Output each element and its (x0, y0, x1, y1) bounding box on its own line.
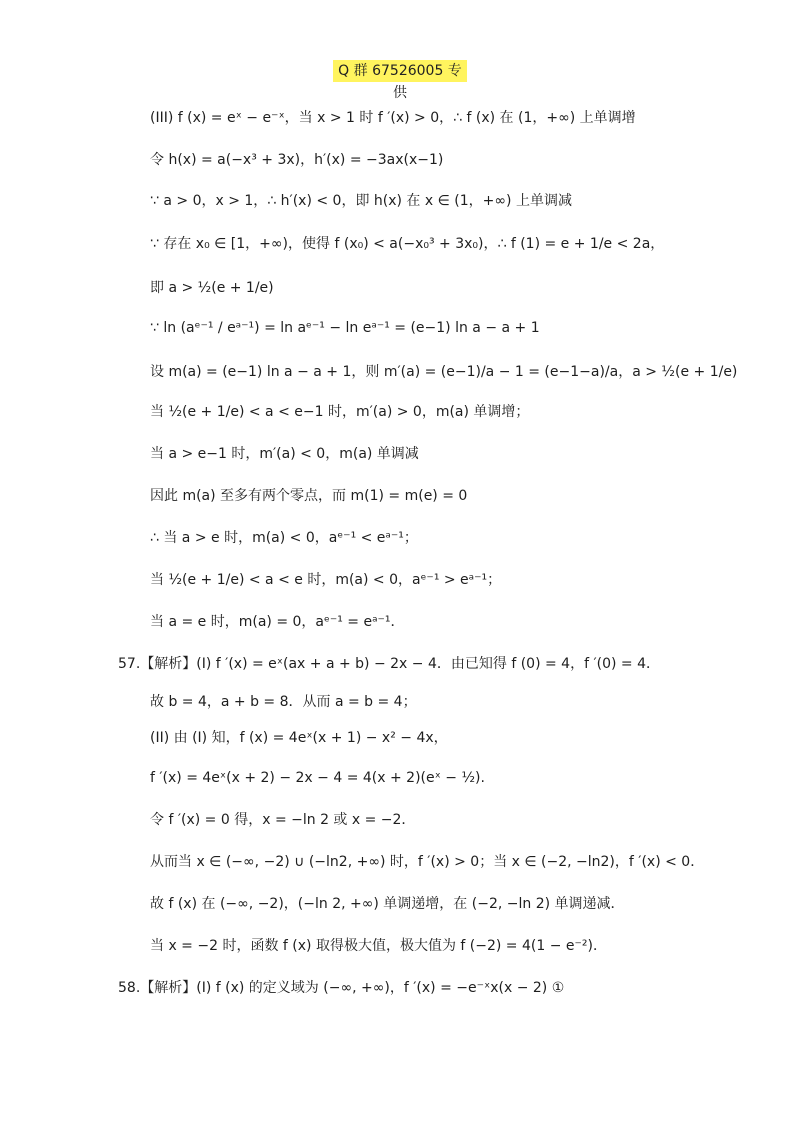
text-line: 当 ½(e + 1/e) < a < e−1 时，m′(a) > 0，m(a) 单调增； (150, 404, 530, 420)
text-line: 设 m(a) = (e−1) ln a − a + 1，则 m′(a) = (e−1)/a − 1 = (e−1−a)/a，a > ½(e + 1/e) (150, 364, 738, 380)
text-line: (II) 由 (I) 知，f (x) = 4eˣ(x + 1) − x² − 4x， (150, 730, 448, 746)
text-line: 当 ½(e + 1/e) < a < e 时，m(a) < 0，aᵉ⁻¹ > eᵃ⁻¹； (150, 572, 502, 588)
text-line: ∵ a > 0，x > 1，∴ h′(x) < 0，即 h(x) 在 x ∈ (1，+∞) 上单调减 (150, 193, 572, 209)
text-line: 当 a = e 时，m(a) = 0，aᵉ⁻¹ = eᵃ⁻¹． (150, 614, 405, 630)
text-line: ∵ 存在 x₀ ∈ [1，+∞)，使得 f (x₀) < a(−x₀³ + 3x₀)，∴ f (1) = e + 1/e < 2a， (150, 236, 665, 252)
text-line: 当 x = −2 时，函数 f (x) 取得极大值，极大值为 f (−2) = 4(1 − e⁻²)． (150, 938, 607, 954)
text-line: 故 f (x) 在 (−∞, −2)，(−ln 2, +∞) 单调递增，在 (−2, −ln 2) 单调递减． (150, 896, 625, 912)
text-line: 即 a > ½(e + 1/e) (150, 280, 274, 296)
text-line: 从而当 x ∈ (−∞, −2) ∪ (−ln2, +∞) 时，f ′(x) > 0；当 x ∈ (−2, −ln2)，f ′(x) < 0． (150, 854, 705, 870)
text-line: 令 f ′(x) = 0 得，x = −ln 2 或 x = −2． (150, 812, 416, 828)
text-line: f ′(x) = 4eˣ(x + 2) − 2x − 4 = 4(x + 2)(eˣ − ½). (150, 770, 485, 786)
text-line: (III) f (x) = eˣ − e⁻ˣ，当 x > 1 时 f ′(x) > 0，∴ f (x) 在 (1，+∞) 上单调增 (150, 110, 636, 126)
text-line: 当 a > e−1 时，m′(a) < 0，m(a) 单调减 (150, 446, 419, 462)
text-line: 57.【解析】(I) f ′(x) = eˣ(ax + a + b) − 2x − 4．由已知得 f (0) = 4，f ′(0) = 4． (118, 656, 660, 672)
text-line: 58.【解析】(I) f (x) 的定义域为 (−∞, +∞)，f ′(x) = −e⁻ˣx(x − 2) ① (118, 980, 565, 996)
text-line: 故 b = 4，a + b = 8．从而 a = b = 4； (150, 694, 417, 710)
text-line: ∴ 当 a > e 时，m(a) < 0，aᵉ⁻¹ < eᵃ⁻¹； (150, 530, 418, 546)
text-line: ∵ ln (aᵉ⁻¹ / eᵃ⁻¹) = ln aᵉ⁻¹ − ln eᵃ⁻¹ = (e−1) ln a − a + 1 (150, 320, 540, 336)
text-line: 令 h(x) = a(−x³ + 3x)，h′(x) = −3ax(x−1) (150, 152, 444, 168)
header-banner: Q 群 67526005 专供 (333, 60, 467, 82)
text-line: 因此 m(a) 至多有两个零点，而 m(1) = m(e) = 0 (150, 488, 468, 504)
